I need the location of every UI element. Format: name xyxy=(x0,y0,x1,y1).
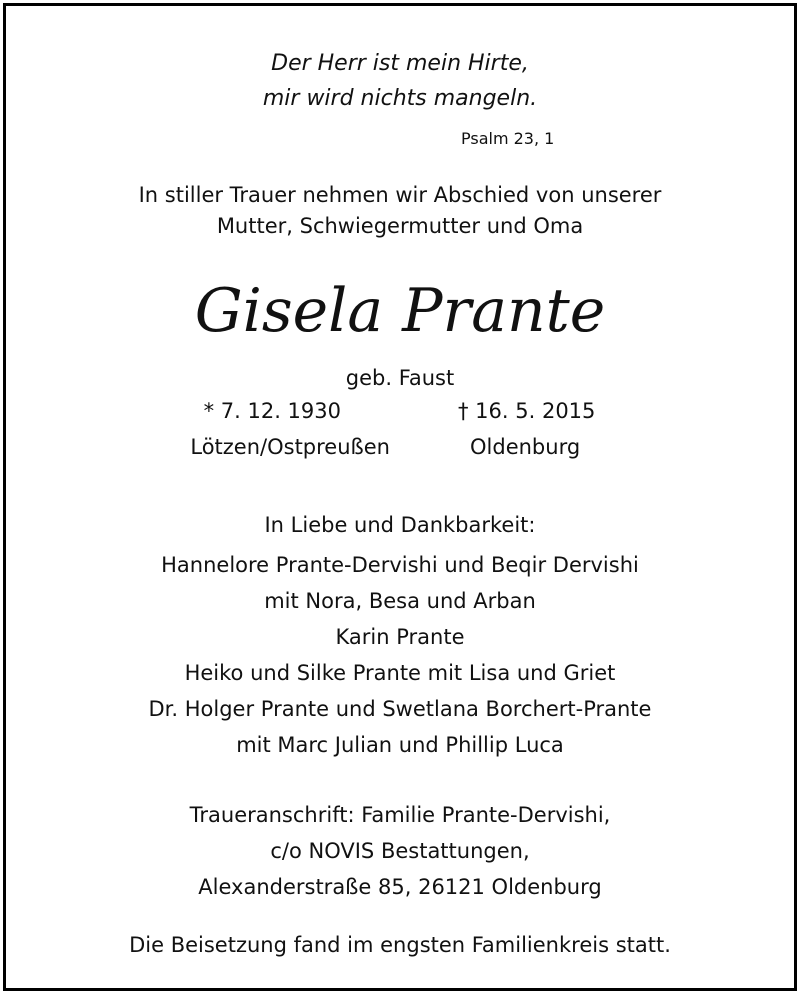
death-place: Oldenburg xyxy=(470,435,581,459)
address-line-3: Alexanderstraße 85, 26121 Oldenburg xyxy=(198,875,602,899)
verse-line-1: Der Herr ist mein Hirte, xyxy=(271,51,529,76)
address-line-1: Traueranschrift: Familie Prante-Dervishi, xyxy=(189,803,611,827)
birth-date: * 7. 12. 1930 xyxy=(203,399,341,423)
mourner-line: mit Nora, Besa und Arban xyxy=(264,589,536,613)
intro-line-1: In stiller Trauer nehmen wir Abschied von unserer xyxy=(138,183,662,207)
intro-line-2: Mutter, Schwiegermutter und Oma xyxy=(216,214,584,238)
birth-place: Lötzen/Ostpreußen xyxy=(190,435,390,459)
mourner-line: Dr. Holger Prante und Swetlana Borchert-Prante xyxy=(148,697,652,721)
mourner-line: Hannelore Prante-Dervishi und Beqir Dervishi xyxy=(161,553,639,577)
obituary-notice xyxy=(3,3,797,991)
mourner-line: mit Marc Julian und Phillip Luca xyxy=(236,733,564,757)
mourners-heading: In Liebe und Dankbarkeit: xyxy=(264,513,536,537)
address-line-2: c/o NOVIS Bestattungen, xyxy=(270,839,530,863)
verse-reference: Psalm 23, 1 xyxy=(461,129,555,148)
maiden-name: geb. Faust xyxy=(345,366,455,390)
mourner-line: Heiko und Silke Prante mit Lisa und Griet xyxy=(184,661,616,685)
deceased-name: Gisela Prante xyxy=(194,276,606,346)
death-date: † 16. 5. 2015 xyxy=(458,399,596,423)
verse-line-2: mir wird nichts mangeln. xyxy=(262,86,538,111)
closing-note: Die Beisetzung fand im engsten Familienkreis statt. xyxy=(129,933,671,957)
mourner-line: Karin Prante xyxy=(335,625,465,649)
